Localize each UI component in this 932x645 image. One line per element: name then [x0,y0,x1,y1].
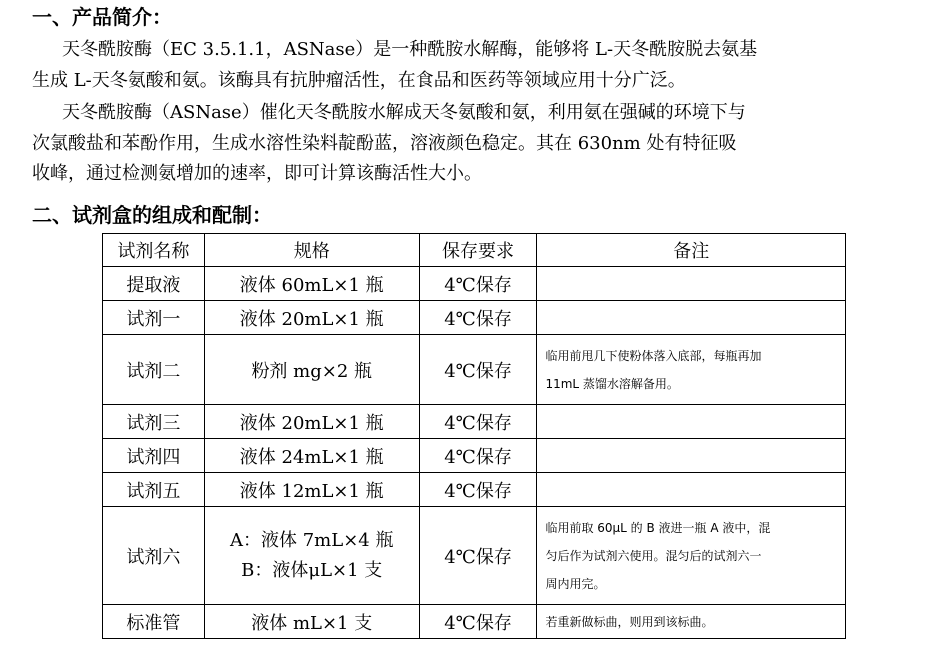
intro-paragraph-2-line-1: 天冬酰胺酶（ASNase）催化天冬酰胺水解成天冬氨酸和氨，利用氨在强碱的环境下与 [62,102,746,123]
reagent-spec: 液体 24mL×1 瓶 [204,439,419,473]
reagent-note-line: 临用前甩几下使粉体落入底部，每瓶再加 [545,348,762,363]
reagent-storage: 4℃保存 [419,335,537,405]
reagent-spec: 液体 12mL×1 瓶 [204,473,419,507]
reagent-name: 试剂二 [103,335,205,405]
header-storage: 保存要求 [419,234,537,267]
reagent-note-line: 临用前取 60μL 的 B 液进一瓶 A 液中，混 [545,520,771,535]
reagent-note [537,267,846,301]
reagent-note [537,439,846,473]
reagent-note [537,335,846,405]
table-row [103,473,846,507]
section2-heading: 二、试剂盒的组成和配制： [32,203,272,227]
intro-paragraph-2-line-3: 收峰，通过检测氨增加的速率，即可计算该酶活性大小。 [32,163,482,184]
section1-heading: 一、产品简介： [32,5,172,29]
intro-paragraph-1-line-2: 生成 L-天冬氨酸和氨。该酶具有抗肿瘤活性，在食品和医药等领域应用十分广泛。 [32,69,686,91]
table-row [103,405,846,439]
intro-paragraph-2-line-2: 次氯酸盐和苯酚作用，生成水溶性染料靛酚蓝，溶液颜色稳定。其在 630nm 处有特征吸 [32,132,737,154]
reagent-name: 试剂三 [103,405,205,439]
intro-paragraph-1-line-1: 天冬酰胺酶（EC 3.5.1.1，ASNase）是一种酰胺水解酶，能够将 L-天冬酰胺脱去氨基 [62,39,758,60]
reagent-note [537,405,846,439]
reagent-note: 若重新做标曲，则用到该标曲。 [537,605,846,639]
reagent-note-line: 周内用完。 [545,576,606,591]
intro-paragraph-1 [32,35,922,96]
reagent-name: 试剂一 [103,301,205,335]
reagent-spec: 液体 mL×1 支 [204,605,419,639]
reagent-spec [204,507,419,605]
table-row [103,301,846,335]
header-note: 备注 [537,234,846,267]
table-row [103,267,846,301]
reagent-spec-line: B：液体μL×1 支 [241,559,383,581]
reagent-storage: 4℃保存 [419,439,537,473]
reagent-note [537,507,846,605]
reagent-note [537,473,846,507]
reagent-spec: 液体 20mL×1 瓶 [204,405,419,439]
reagent-storage: 4℃保存 [419,507,537,605]
reagent-note-line: 匀后作为试剂六使用。混匀后的试剂六一 [545,548,762,563]
reagent-storage: 4℃保存 [419,473,537,507]
table-row [103,335,846,405]
reagent-name: 标准管 [103,605,205,639]
table-row [103,507,846,605]
reagent-storage: 4℃保存 [419,267,537,301]
table-header-row [103,234,846,267]
reagent-spec: 液体 20mL×1 瓶 [204,301,419,335]
header-reagent-name: 试剂名称 [103,234,205,267]
reagent-name: 试剂四 [103,439,205,473]
reagent-note-line: 11mL 蒸馏水溶解备用。 [545,376,679,391]
reagent-storage: 4℃保存 [419,301,537,335]
reagent-storage: 4℃保存 [419,405,537,439]
reagent-name: 试剂五 [103,473,205,507]
reagent-spec-line: A：液体 7mL×4 瓶 [230,529,394,551]
reagent-spec: 液体 60mL×1 瓶 [204,267,419,301]
header-spec: 规格 [204,234,419,267]
table-row [103,439,846,473]
table-row [103,605,846,639]
reagent-name: 试剂六 [103,507,205,605]
intro-paragraph-2 [32,98,922,190]
reagent-note [537,301,846,335]
reagent-name: 提取液 [103,267,205,301]
reagent-storage: 4℃保存 [419,605,537,639]
reagent-spec: 粉剂 mg×2 瓶 [204,335,419,405]
kit-composition-table [102,233,846,639]
